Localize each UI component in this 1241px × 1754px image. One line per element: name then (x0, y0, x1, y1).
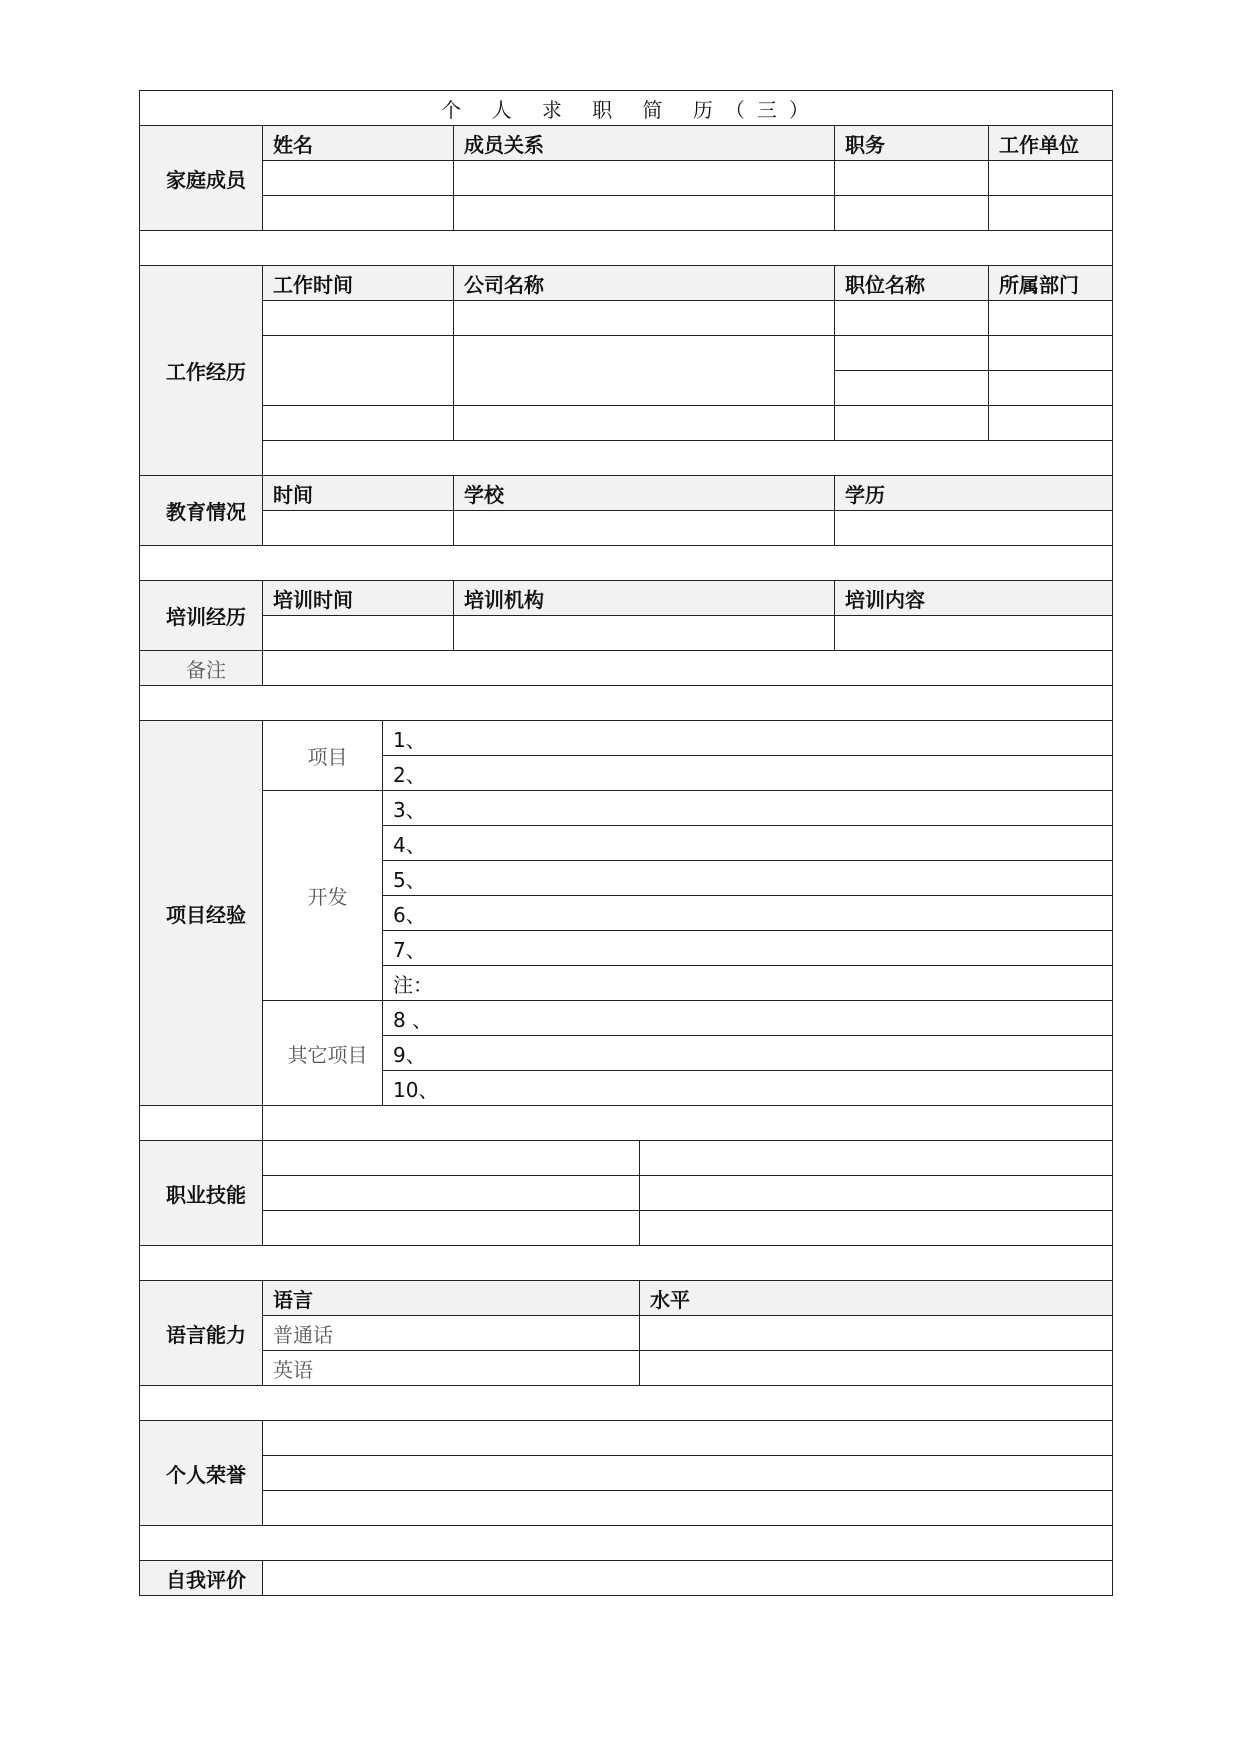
family-position-cell[interactable] (835, 161, 989, 196)
work-time-cell[interactable] (263, 406, 454, 441)
spacer-cell (140, 1106, 263, 1141)
family-relation-cell[interactable] (454, 196, 835, 231)
work-company-cell[interactable] (454, 336, 835, 406)
training-note-label: 备注 (140, 651, 263, 686)
skill-cell[interactable] (263, 1176, 640, 1211)
work-title-cell[interactable] (835, 406, 989, 441)
language-level-cell[interactable] (640, 1351, 1113, 1386)
work-company-cell[interactable] (454, 406, 835, 441)
training-header-content: 培训内容 (835, 581, 1113, 616)
honor-cell[interactable] (263, 1491, 1113, 1526)
honor-cell[interactable] (263, 1421, 1113, 1456)
resume-table (139, 90, 1113, 1596)
project-item[interactable]: 5、 (383, 861, 1113, 896)
honors-section-label: 个人荣誉 (140, 1421, 263, 1526)
education-header-school: 学校 (454, 476, 835, 511)
family-section-label: 家庭成员 (140, 126, 263, 231)
education-degree-cell[interactable] (835, 511, 1113, 546)
work-section-label: 工作经历 (140, 266, 263, 476)
spacer-row (263, 441, 1113, 476)
spacer-row (140, 1246, 1113, 1281)
education-time-cell[interactable] (263, 511, 454, 546)
project-item[interactable]: 2、 (383, 756, 1113, 791)
family-relation-cell[interactable] (454, 161, 835, 196)
education-section-label: 教育情况 (140, 476, 263, 546)
work-department-cell[interactable] (989, 301, 1113, 336)
honor-cell[interactable] (263, 1456, 1113, 1491)
skill-cell[interactable] (640, 1211, 1113, 1246)
work-department-cell[interactable] (989, 336, 1113, 371)
work-header-department: 所属部门 (989, 266, 1113, 301)
work-header-company: 公司名称 (454, 266, 835, 301)
spacer-row (140, 1386, 1113, 1421)
project-group-project: 项目 (263, 721, 383, 791)
project-group-other: 其它项目 (263, 1001, 383, 1106)
skill-cell[interactable] (263, 1211, 640, 1246)
language-section-label: 语言能力 (140, 1281, 263, 1386)
skills-section-label: 职业技能 (140, 1141, 263, 1246)
project-item[interactable]: 3、 (383, 791, 1113, 826)
training-header-time: 培训时间 (263, 581, 454, 616)
language-name-english: 英语 (263, 1351, 640, 1386)
skill-cell[interactable] (640, 1176, 1113, 1211)
project-item[interactable]: 1、 (383, 721, 1113, 756)
language-level-cell[interactable] (640, 1316, 1113, 1351)
page-title: 个 人 求 职 简 历（三） (140, 91, 1113, 126)
self-eval-cell[interactable] (263, 1561, 1113, 1596)
family-header-name: 姓名 (263, 126, 454, 161)
work-time-cell[interactable] (263, 336, 454, 406)
family-position-cell[interactable] (835, 196, 989, 231)
work-header-title: 职位名称 (835, 266, 989, 301)
family-header-position: 职务 (835, 126, 989, 161)
spacer-row (140, 231, 1113, 266)
family-header-employer: 工作单位 (989, 126, 1113, 161)
project-item[interactable]: 9、 (383, 1036, 1113, 1071)
education-header-degree: 学历 (835, 476, 1113, 511)
project-group-development: 开发 (263, 791, 383, 1001)
spacer-cell (263, 1106, 1113, 1141)
family-employer-cell[interactable] (989, 196, 1113, 231)
project-note[interactable]: 注： (383, 966, 1113, 1001)
work-title-cell[interactable] (835, 371, 989, 406)
training-header-institution: 培训机构 (454, 581, 835, 616)
project-item[interactable]: 4、 (383, 826, 1113, 861)
projects-section-label: 项目经验 (140, 721, 263, 1106)
spacer-row (140, 546, 1113, 581)
training-content-cell[interactable] (835, 616, 1113, 651)
work-department-cell[interactable] (989, 406, 1113, 441)
work-department-cell[interactable] (989, 371, 1113, 406)
project-item[interactable]: 6、 (383, 896, 1113, 931)
project-item[interactable]: 10、 (383, 1071, 1113, 1106)
skill-cell[interactable] (263, 1141, 640, 1176)
family-employer-cell[interactable] (989, 161, 1113, 196)
spacer-row (140, 686, 1113, 721)
training-time-cell[interactable] (263, 616, 454, 651)
project-item[interactable]: 8 、 (383, 1001, 1113, 1036)
spacer-row (140, 1526, 1113, 1561)
training-note-cell[interactable] (263, 651, 1113, 686)
work-time-cell[interactable] (263, 301, 454, 336)
education-header-time: 时间 (263, 476, 454, 511)
project-item[interactable]: 7、 (383, 931, 1113, 966)
education-school-cell[interactable] (454, 511, 835, 546)
language-header-level: 水平 (640, 1281, 1113, 1316)
work-title-cell[interactable] (835, 301, 989, 336)
training-section-label: 培训经历 (140, 581, 263, 651)
work-header-time: 工作时间 (263, 266, 454, 301)
family-header-relation: 成员关系 (454, 126, 835, 161)
language-header-language: 语言 (263, 1281, 640, 1316)
family-name-cell[interactable] (263, 161, 454, 196)
self-eval-section-label: 自我评价 (140, 1561, 263, 1596)
training-institution-cell[interactable] (454, 616, 835, 651)
work-company-cell[interactable] (454, 301, 835, 336)
family-name-cell[interactable] (263, 196, 454, 231)
language-name-mandarin: 普通话 (263, 1316, 640, 1351)
skill-cell[interactable] (640, 1141, 1113, 1176)
work-title-cell[interactable] (835, 336, 989, 371)
